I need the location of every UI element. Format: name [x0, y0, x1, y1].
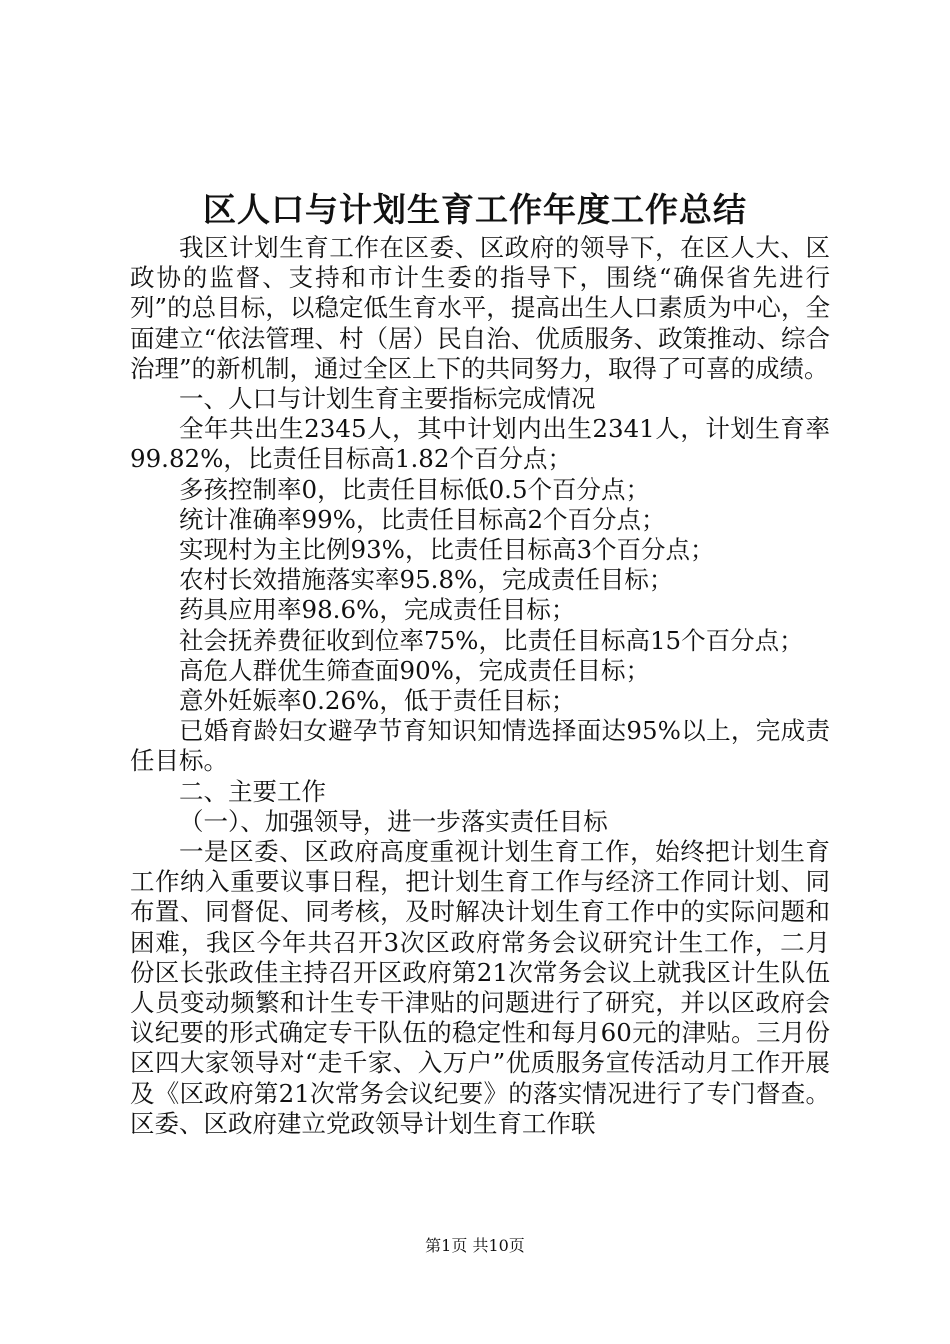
indicator-item: 药具应用率98.6%，完成责任目标； [179, 595, 576, 625]
intro-paragraph: 我区计划生育工作在区委、区政府的领导下，在区人大、区政协的监督、支持和市计生委的指导下，围绕“确保省先进行列”的总目标，以稳定低生育水平，提高出生人口素质为中心，全面建立“依法管理、村（居）民自治、优质服务、政策推动、综合治理”的新机制，通过全区上下的共同努力，取得了可喜的成绩。 [130, 233, 830, 383]
document-body [130, 233, 830, 1139]
indicator-item: 多孩控制率0，比责任目标低0.5个百分点； [179, 474, 651, 504]
indicator-item: 统计准确率99%，比责任目标高2个百分点； [179, 504, 666, 534]
indicator-item: 已婚育龄妇女避孕节育知识知情选择面达95%以上，完成责任目标。 [130, 716, 830, 776]
page-number-footer: 第1页 共10页 [425, 1236, 525, 1255]
indicator-item: 意外妊娠率0.26%，低于责任目标； [179, 686, 576, 716]
document-title: 区人口与计划生育工作年度工作总结 [203, 190, 747, 229]
indicator-item: 全年共出生2345人，其中计划内出生2341人，计划生育率99.82%，比责任目标高1.82个百分点； [130, 414, 830, 474]
indicator-item: 实现村为主比例93%，比责任目标高3个百分点； [179, 535, 715, 565]
indicator-item: 高危人群优生筛查面90%，完成责任目标； [179, 655, 650, 685]
indicator-item: 社会抚养费征收到位率75%，比责任目标高15个百分点； [179, 625, 804, 655]
section-heading-1: 一、人口与计划生育主要指标完成情况 [179, 384, 596, 414]
subsection-heading-1: （一）、加强领导，进一步落实责任目标 [179, 806, 608, 836]
section-heading-2: 二、主要工作 [179, 776, 326, 806]
body-paragraph: 一是区委、区政府高度重视计划生育工作，始终把计划生育工作纳入重要议事日程，把计划生育工作与经济工作同计划、同布置、同督促、同考核，及时解决计划生育工作中的实际问题和困难，我区今年共召开3次区政府常务会议研究计生工作，二月份区长张政佳主持召开区政府第21次常务会议上就我区计生队伍人员变动频繁和计生专干津贴的问题进行了研究，并以区政府会议纪要的形式确定专干队伍的稳定性和每月60元的津贴。三月份区四大家领导对“走千家、入万户”优质服务宣传活动月工作开展及《区政府第21次常务会议纪要》的落实情况进行了专门督查。区委、区政府建立党政领导计划生育工作联 [130, 837, 830, 1138]
indicator-item: 农村长效措施落实率95.8%，完成责任目标； [179, 565, 674, 595]
